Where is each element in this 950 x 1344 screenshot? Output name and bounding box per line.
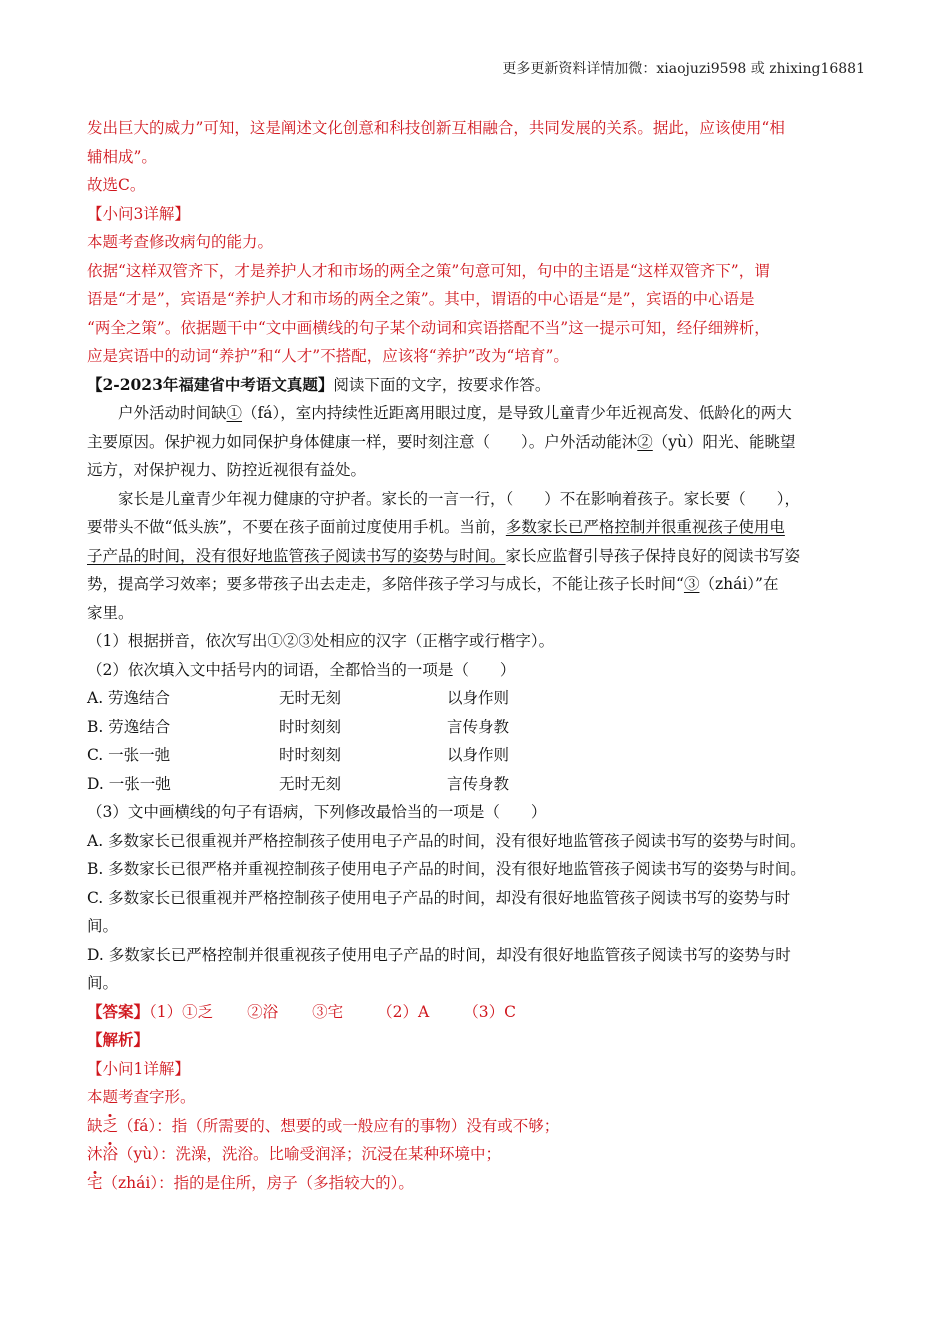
prev-line-1: 发出巨大的威力”可知，这是阐述文化创意和科技创新互相融合，共同发展的关系。据此，应该使用“相 xyxy=(87,119,785,137)
text: 要带头不做“低头族”，不要在孩子面前过度使用手机。当前， xyxy=(87,518,506,536)
q3-intro: 本题考查修改病句的能力。 xyxy=(87,233,274,251)
prev-line-2: 辅相成”。 xyxy=(87,147,157,166)
option-text: A. 劳逸结合 xyxy=(87,689,171,707)
analysis-intro: 本题考查字形。 xyxy=(87,1088,196,1106)
option-text: 无时无刻 xyxy=(279,689,342,707)
blank-marker-1: ① xyxy=(226,404,243,422)
text: 户外活动时间缺 xyxy=(118,404,227,422)
word-char: 缺 xyxy=(87,1116,103,1135)
text: 势，提高学习效率；要多带孩子出去走走，多陪伴孩子学习与成长，不能让孩子长时间“ xyxy=(87,575,684,593)
q2-option-a xyxy=(87,684,867,713)
option-text: 时时刻刻 xyxy=(279,746,342,764)
emphasized-char: 宅 xyxy=(87,1173,103,1192)
text: （fá），室内持续性近距离用眼过度，是导致儿童青少年近视高发、低龄化的两大 xyxy=(242,404,792,422)
definition-1 xyxy=(87,1112,867,1141)
answer-part: （2）A xyxy=(377,1002,430,1021)
passage-p2-line-2 xyxy=(87,513,867,542)
passage-p1-line-2 xyxy=(87,428,867,457)
analysis-label: 【解析】 xyxy=(87,1030,150,1049)
underlined-sentence-part-1: 多数家长已严格控制并很重视孩子使用电 xyxy=(505,518,785,536)
option-text: 以身作则 xyxy=(447,689,510,707)
q3-option-c-line-1: C. 多数家长已很重视并严格控制孩子使用电子产品的时间，却没有很好地监管孩子阅读书写的姿势与时 xyxy=(87,888,791,907)
q3-option-c-line-2: 间。 xyxy=(87,917,119,935)
blank-marker-2: ② xyxy=(637,432,653,451)
option-text: B. 劳逸结合 xyxy=(87,717,171,736)
option-text: 言传身教 xyxy=(447,774,510,793)
emphasized-char: 浴 xyxy=(102,1145,119,1163)
option-text: D. 一张一弛 xyxy=(87,774,171,793)
answer-part: （3）C xyxy=(463,1002,516,1021)
problem-instruction: 阅读下面的文字，按要求作答。 xyxy=(333,375,551,394)
option-text: 无时无刻 xyxy=(279,774,342,793)
question-1: （1）根据拼音，依次写出①②③处相应的汉字（正楷字或行楷字）。 xyxy=(87,632,555,650)
q3-explain-4: 应是宾语中的动词“养护”和“人才”不搭配，应该将“养护”改为“培育”。 xyxy=(87,347,569,365)
underlined-sentence-part-2: 子产品的时间，没有很好地监管孩子阅读书写的姿势与时间。 xyxy=(87,546,506,565)
q2-option-b xyxy=(87,713,867,742)
answer-part: ③宅 xyxy=(312,1002,344,1021)
answer-line xyxy=(87,998,867,1027)
definition-text: （zhái）：指的是住所，房子（多指较大的）。 xyxy=(102,1173,414,1192)
question-3: （3）文中画横线的句子有语病，下列修改最恰当的一项是（ ） xyxy=(87,803,547,821)
document-body xyxy=(87,114,867,1197)
q3-option-a: A. 多数家长已很重视并严格控制孩子使用电子产品的时间，没有很好地监管孩子阅读书写的姿势与时间。 xyxy=(87,831,806,850)
q3-explain-3: “两全之策”。依据题干中“文中画横线的句子某个动词和宾语搭配不当”这一提示可知，经仔细辨析， xyxy=(87,318,770,337)
q3-option-d-line-2: 间。 xyxy=(87,974,119,992)
q3-explain-1: 依据“这样双管齐下，才是养护人才和市场的两全之策”句意可知，句中的主语是“这样双管齐下”，谓 xyxy=(87,261,770,280)
passage-p2-line-1: 家长是儿童青少年视力健康的守护者。家长的一言一行，（ ）不在影响着孩子。家长要（ ）， xyxy=(118,489,801,508)
passage-p2-line-4 xyxy=(87,570,867,599)
option-text: 言传身教 xyxy=(447,717,510,736)
definition-3 xyxy=(87,1169,867,1198)
passage-p1-line-1 xyxy=(87,399,867,428)
text: 主要原因。保护视力如同保护身体健康一样，要时刻注意（ ）。户外活动能沐 xyxy=(87,432,638,451)
q3-explain-2: 语是“才是”，宾语是“养护人才和市场的两全之策”。其中，谓语的中心语是“是”，宾语的中心语是 xyxy=(87,290,755,308)
definition-2 xyxy=(87,1140,867,1169)
answer-label: 【答案】 xyxy=(87,1001,150,1021)
definition-text: （fá）：指（所需要的、想要的或一般应有的事物）没有或不够； xyxy=(118,1116,560,1135)
problem-source: 【2-2023年福建省中考语文真题】 xyxy=(87,374,334,394)
passage-p1-line-3: 远方，对保护视力、防控近视很有益处。 xyxy=(87,461,367,479)
emphasized-char: 乏 xyxy=(102,1116,119,1135)
option-text: 时时刻刻 xyxy=(279,717,342,736)
q3-detail-heading: 【小问3详解】 xyxy=(87,204,190,223)
option-text: 以身作则 xyxy=(447,746,510,764)
problem-heading xyxy=(87,371,867,400)
prev-line-3: 故选C。 xyxy=(87,176,146,194)
answer-part: ②浴 xyxy=(247,1002,279,1021)
q2-option-d xyxy=(87,770,867,799)
page-header: 更多更新资料详情加微：xiaojuzi9598 或 zhixing16881 xyxy=(502,61,865,77)
q3-option-d-line-1: D. 多数家长已严格控制并很重视孩子使用电子产品的时间，却没有很好地监管孩子阅读书写的姿势与时 xyxy=(87,945,791,964)
blank-marker-3: ③ xyxy=(683,575,700,593)
text: 家长应监督引导孩子保持良好的阅读书写姿 xyxy=(505,546,801,565)
passage-p2-line-5: 家里。 xyxy=(87,603,134,622)
passage-p2-line-3 xyxy=(87,542,867,571)
answer-part: （1）①乏 xyxy=(149,1002,214,1021)
text: （yù）阳光、能眺望 xyxy=(652,432,796,451)
q1-detail-heading: 【小问1详解】 xyxy=(87,1059,190,1078)
q2-option-c xyxy=(87,741,867,770)
q3-option-b: B. 多数家长已很严格并重视控制孩子使用电子产品的时间，没有很好地监管孩子阅读书写的姿势与时间。 xyxy=(87,860,806,878)
definition-text: （yù）：洗澡，洗浴。比喻受润泽；沉浸在某种环境中； xyxy=(118,1145,502,1163)
question-2: （2）依次填入文中括号内的词语，全都恰当的一项是（ ） xyxy=(87,660,516,679)
word-char: 沐 xyxy=(87,1145,103,1163)
option-text: C. 一张一弛 xyxy=(87,746,171,764)
text: （zhái）”在 xyxy=(699,575,779,593)
